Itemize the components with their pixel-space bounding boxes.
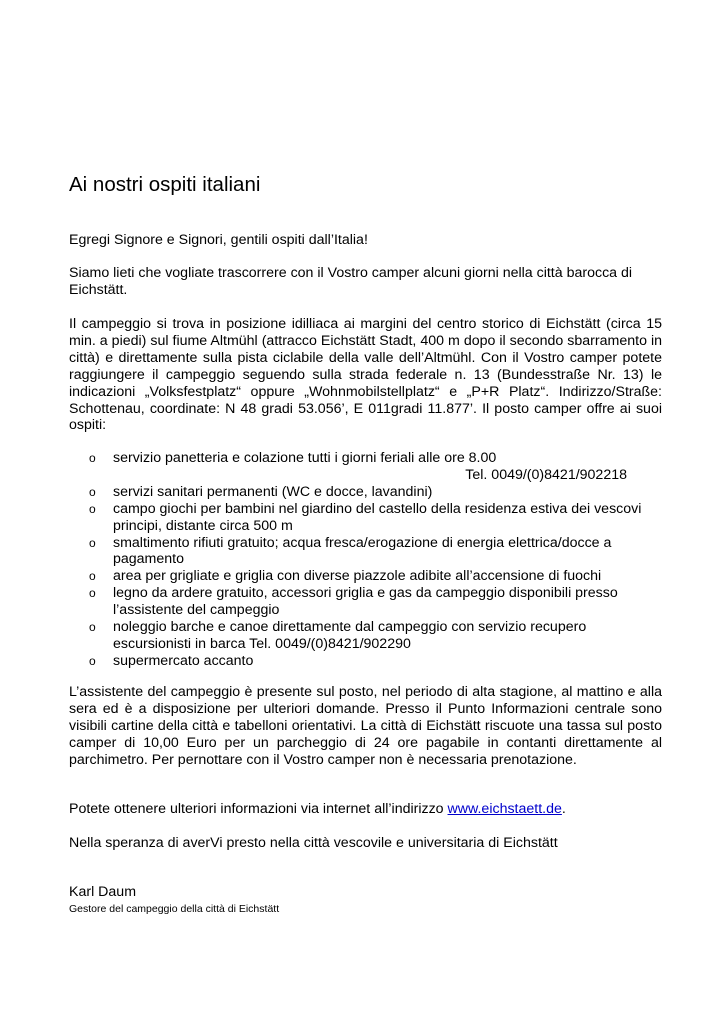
website-link[interactable]: www.eichstaett.de: [447, 801, 562, 817]
greeting-paragraph: Egregi Signore e Signori, gentili ospiti dall’Italia!: [69, 232, 368, 248]
list-item: [69, 501, 662, 535]
list-item-text: legno da ardere gratuito, accessori griglia e gas da campeggio disponibili presso l’assistente del campeggio: [113, 585, 618, 619]
list-item-text: noleggio barche e canoe direttamente dal campeggio con servizio recupero escursionisti in barca Tel. 0049/(0)8421/902290: [113, 619, 587, 652]
info-text: Potete ottenere ulteriori informazioni via internet all’indirizzo: [69, 801, 448, 817]
bullet-icon: o: [89, 484, 96, 499]
signature-name: Karl Daum: [69, 884, 137, 900]
info-paragraph: [69, 801, 662, 818]
services-list: [69, 450, 662, 670]
list-item: [69, 619, 662, 653]
info-period: .: [561, 801, 566, 817]
list-item-text: supermercato accanto: [113, 652, 254, 669]
list-item-text: servizi sanitari permanenti (WC e docce, lavandini): [113, 483, 433, 500]
list-item-text: smaltimento rifiuti gratuito; acqua fresca/erogazione di energia elettrica/docce a pagamento: [113, 534, 612, 568]
list-item: [69, 450, 662, 484]
list-item-text: area per grigliate e griglia con diverse piazzole adibite all’accensione di fuochi: [113, 568, 602, 585]
list-item: [69, 535, 662, 569]
signature-role: Gestore del campeggio della città di Eichstätt: [69, 903, 280, 915]
bullet-icon: o: [89, 569, 96, 584]
page-title: Ai nostri ospiti italiani: [69, 173, 261, 196]
bullet-icon: o: [89, 620, 96, 635]
list-item: [69, 484, 662, 501]
bullet-icon: o: [89, 501, 96, 516]
intro-paragraph: Siamo lieti che vogliate trascorrere con il Vostro camper alcuni giorni nella città barocca di Eichstätt.: [69, 265, 633, 298]
list-item: [69, 653, 662, 670]
list-item: [69, 585, 662, 619]
bullet-icon: o: [89, 451, 96, 465]
closing-paragraph: Nella speranza di averVi presto nella città vescovile e universitaria di Eichstätt: [69, 835, 558, 851]
assistant-paragraph: L’assistente del campeggio è presente sul posto, nel periodo di alta stagione, al mattino e alla sera ed è a disposizione per ulteriori domande. Presso il Punto Informazioni centrale sono visibili cartine della città e tabelloni orientativi. La città di Eichstätt riscuote una tassa sul posto camper di 10,00 Euro per un parcheggio di 24 ore pagabile in contanti direttamente al parchimetro. Per pernottare con il Vostro camper non è necessaria prenotazione.: [69, 684, 662, 768]
location-paragraph: Il campeggio si trova in posizione idilliaca ai margini del centro storico di Eichstätt (circa 15 min. a piedi) sul fiume Altmühl (attracco Eichstätt Stadt, 400 m dopo il secondo sbarramento in città) e direttamente sulla pista ciclabile della valle dell’Altmühl. Con il Vostro camper potete raggiungere il campeggio seguendo sulla strada federale n. 13 (Bundesstraße Nr. 13) le indicazioni „Volksfestplatz“ oppure „Wohnmobilstellplatz“ e „P+R Platz“. Indirizzo/Straße: Schottenau, coordinate: N 48 gradi 53.056’, E 011gradi 11.877’. Il posto camper offre ai suoi ospiti:: [69, 316, 662, 434]
list-item: [69, 568, 662, 585]
bullet-icon: o: [89, 653, 96, 668]
bullet-icon: o: [89, 586, 96, 601]
list-item-text: servizio panetteria e colazione tutti i giorni feriali alle ore 8.00: [113, 450, 497, 466]
bullet-icon: o: [89, 535, 96, 550]
bakery-phone: Tel. 0049/(0)8421/902218: [465, 466, 627, 483]
list-item-text: campo giochi per bambini nel giardino del castello della residenza estiva dei vescovi principi, distante circa 500 m: [113, 500, 642, 534]
